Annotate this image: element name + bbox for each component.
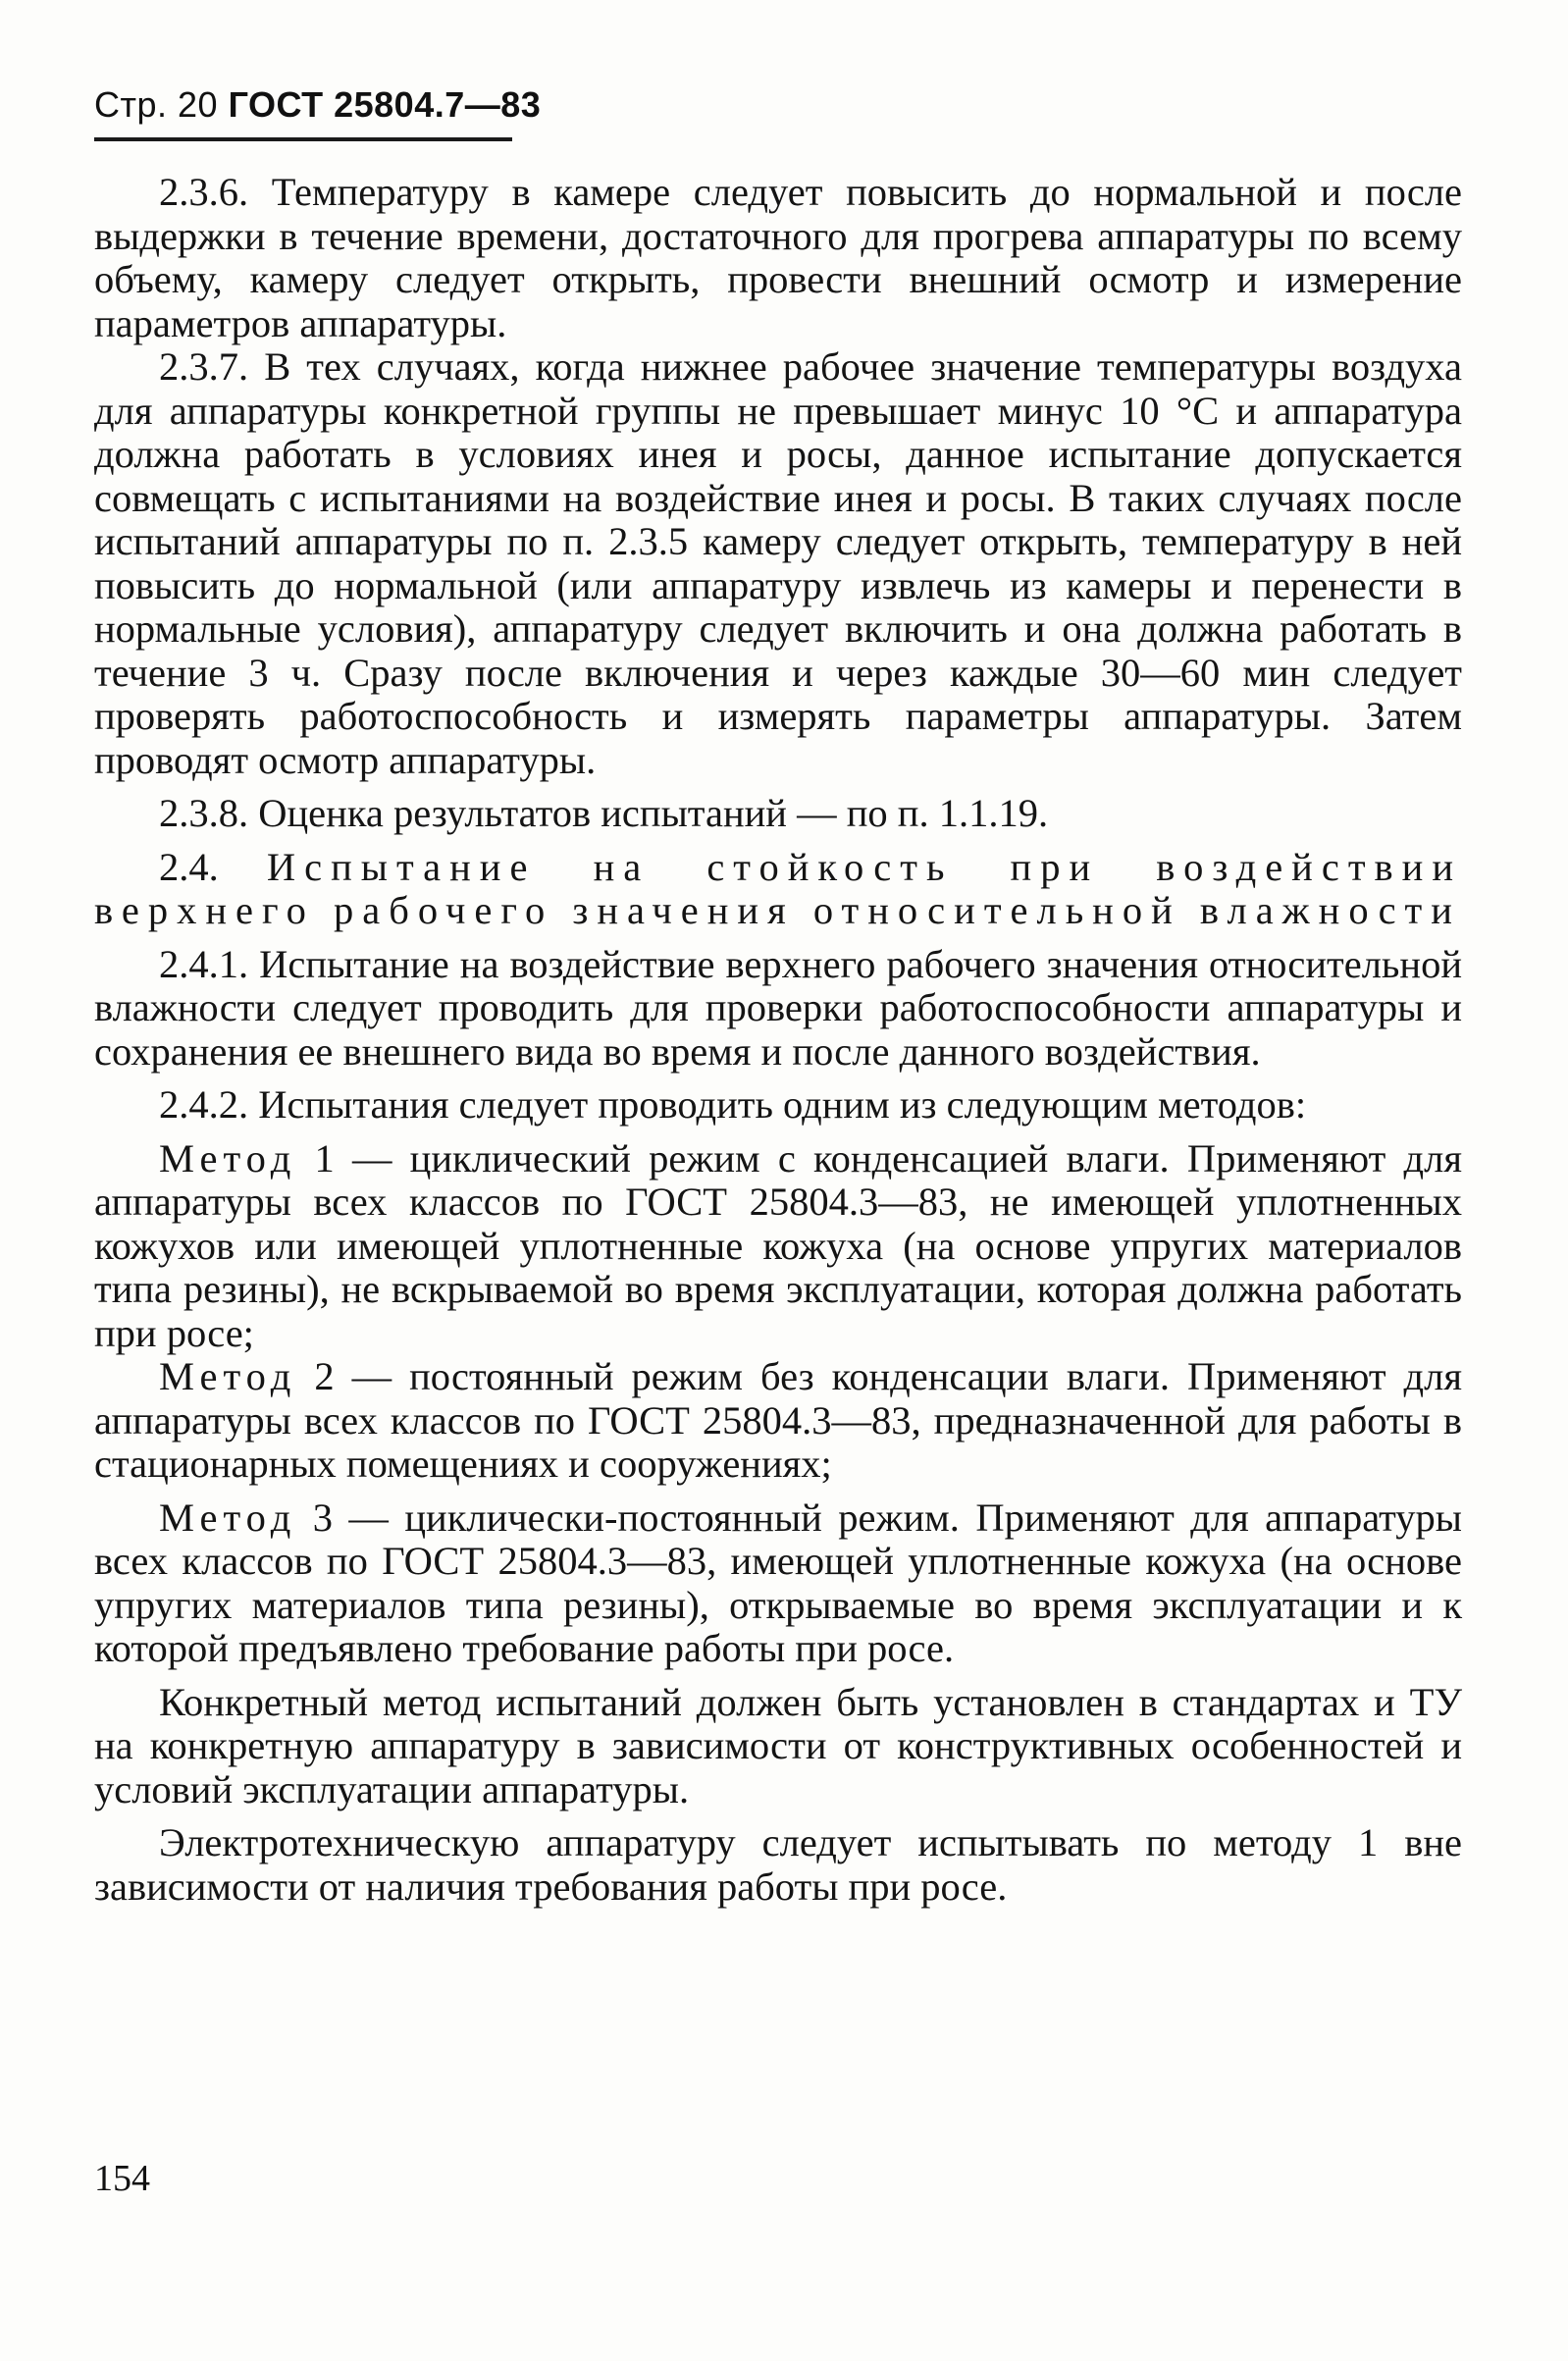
document-body bbox=[94, 171, 1462, 1909]
section-2-4-title: Испытание на стойкость при воздействии верхнего рабочего значения относительной влажности bbox=[94, 844, 1462, 932]
section-2-4-heading bbox=[94, 846, 1462, 933]
page-number: 154 bbox=[94, 2158, 150, 2199]
page-header bbox=[94, 84, 541, 126]
paragraph-2-4-1: 2.4.1. Испытание на воздействие верхнего рабочего значения относительной влажности следует проводить для проверки работоспособности аппаратуры и сохранения ее внешнего вида во время и после данного воздействия. bbox=[94, 941, 1462, 1074]
method-2-text: 2 — постоянный режим без конденсации влаги. Применяют для аппаратуры всех классов по ГОСТ 25804.3—83, предназначенной для работы в стационарных помещениях и сооружениях; bbox=[94, 1354, 1462, 1486]
paragraph-2-3-8: 2.3.8. Оценка результатов испытаний — по п. 1.1.19. bbox=[159, 791, 1049, 835]
paragraph-2-4-2: 2.4.2. Испытания следует проводить одним из следующим методов: bbox=[159, 1082, 1307, 1127]
paragraph-concrete-method: Конкретный метод испытаний должен быть установлен в стандартах и ТУ на конкретную аппаратуру в зависимости от конструктивных особенностей и условий эксплуатации аппаратуры. bbox=[94, 1679, 1462, 1811]
method-1-text: 1 — циклический режим с конденсацией влаги. Применяют для аппаратуры всех классов по ГОСТ 25804.3—83, не имеющей уплотненных кожухов или имеющей уплотненные кожуха (на основе упругих материалов типа резины), не вскрываемой во время эксплуатации, которая должна работать при росе; bbox=[94, 1135, 1462, 1355]
method-2-label: Метод bbox=[159, 1354, 297, 1398]
page-label: Стр. 20 bbox=[94, 84, 219, 125]
method-1 bbox=[94, 1137, 1462, 1356]
paragraph-electrotechnical: Электротехническую аппаратуру следует испытывать по методу 1 вне зависимости от наличия требования работы при росе. bbox=[94, 1820, 1462, 1909]
method-2 bbox=[94, 1355, 1462, 1487]
section-2-4-number: 2.4. bbox=[159, 844, 219, 889]
standard-number: ГОСТ 25804.7—83 bbox=[228, 84, 542, 125]
method-3 bbox=[94, 1496, 1462, 1671]
paragraph-2-3-6: 2.3.6. Температуру в камере следует повысить до нормальной и после выдержки в течение времени, достаточного для прогрева аппаратуры по всему объему, камеру следует открыть, провести внешний осмотр и измерение параметров аппаратуры. bbox=[94, 170, 1462, 345]
method-3-label: Метод bbox=[159, 1495, 297, 1540]
method-1-label: Метод bbox=[159, 1135, 297, 1180]
header-rule bbox=[94, 137, 512, 141]
paragraph-2-3-7: 2.3.7. В тех случаях, когда нижнее рабочее значение температуры воздуха для аппаратуры конкретной группы не превышает минус 10 °С и аппаратура должна работать в условиях инея и росы, данное испытание допускается совмещать с испытаниями на воздействие инея и росы. В таких случаях после испытаний аппаратуры по п. 2.3.5 камеру следует открыть, температуру в ней повысить до нормальной (или аппаратуру извлечь из камеры и перенести в нормальные условия), аппаратуру следует включить и она должна работать в течение 3 ч. Сразу после включения и через каждые 30—60 мин следует проверять работоспособность и измерять параметры аппаратуры. Затем проводят осмотр аппаратуры. bbox=[94, 344, 1462, 782]
method-3-text: 3 — циклически-постоянный режим. Применяют для аппаратуры всех классов по ГОСТ 25804.3—83, имеющей уплотненные кожуха (на основе упругих материалов типа резины), открываемые во время эксплуатации и к которой предъявлено требование работы при росе. bbox=[94, 1495, 1462, 1670]
